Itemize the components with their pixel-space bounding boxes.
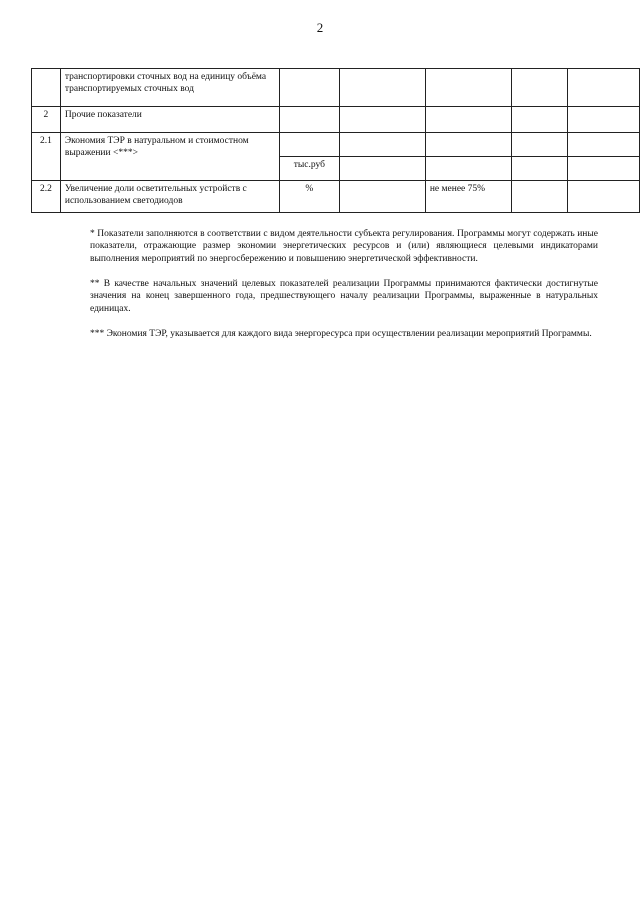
page-number: 2 — [316, 20, 324, 35]
indicator-name-cell: Увеличение доли осветительных устройств с использованием светодиодов — [60, 181, 279, 213]
value-cell — [511, 69, 567, 107]
value-cell — [511, 181, 567, 213]
value-cell — [568, 107, 640, 133]
unit-cell — [279, 133, 340, 157]
row-number-cell: 2 — [32, 107, 61, 133]
footnote: ** В качестве начальных значений целевых показателей реализации Программы принимаются фактически достигнутые значения на конец завершенного года, предшествующего началу реализации Программы, выраженные в натуральных единицах. — [90, 279, 598, 314]
unit-cell — [279, 69, 340, 107]
value-cell: не менее 75% — [425, 181, 511, 213]
row-number-cell: 2.1 — [32, 133, 61, 181]
value-cell — [511, 107, 567, 133]
table-row — [32, 181, 640, 213]
value-cell — [568, 133, 640, 157]
value-cell — [340, 157, 426, 181]
value-cell — [340, 133, 426, 157]
value-cell — [425, 157, 511, 181]
value-cell — [425, 133, 511, 157]
row-number-cell: 2.2 — [32, 181, 61, 213]
value-cell — [425, 69, 511, 107]
value-cell — [568, 181, 640, 213]
value-cell — [340, 69, 426, 107]
row-number-cell — [32, 69, 61, 107]
table-row — [32, 107, 640, 133]
table-row — [32, 69, 640, 107]
footnote: * Показатели заполняются в соответствии с видом деятельности субъекта регулирования. Программы могут содержать иные показатели, отражающие размер экономии энергетических ресурсов и (или) являющиеся целевыми индикаторами выполнения мероприятий по энергосбережению и повышению энергетической эффективности. — [90, 229, 598, 264]
value-cell — [568, 69, 640, 107]
value-cell — [340, 107, 426, 133]
value-cell — [511, 157, 567, 181]
indicator-name-cell: Прочие показатели — [60, 107, 279, 133]
indicators-table — [31, 68, 640, 213]
value-cell — [425, 107, 511, 133]
footnotes — [90, 228, 598, 353]
unit-cell: % — [279, 181, 340, 213]
table-row — [32, 133, 640, 157]
unit-cell: тыс.руб — [279, 157, 340, 181]
unit-cell — [279, 107, 340, 133]
indicator-name-cell: Экономия ТЭР в натуральном и стоимостном выражении <***> — [60, 133, 279, 181]
indicator-name-cell: транспортировки сточных вод на единицу объёма транспортируемых сточных вод — [60, 69, 279, 107]
footnote: *** Экономия ТЭР, указывается для каждого вида энергоресурса при осуществлении реализации мероприятий Программы. — [90, 329, 592, 340]
value-cell — [340, 181, 426, 213]
value-cell — [568, 157, 640, 181]
value-cell — [511, 133, 567, 157]
